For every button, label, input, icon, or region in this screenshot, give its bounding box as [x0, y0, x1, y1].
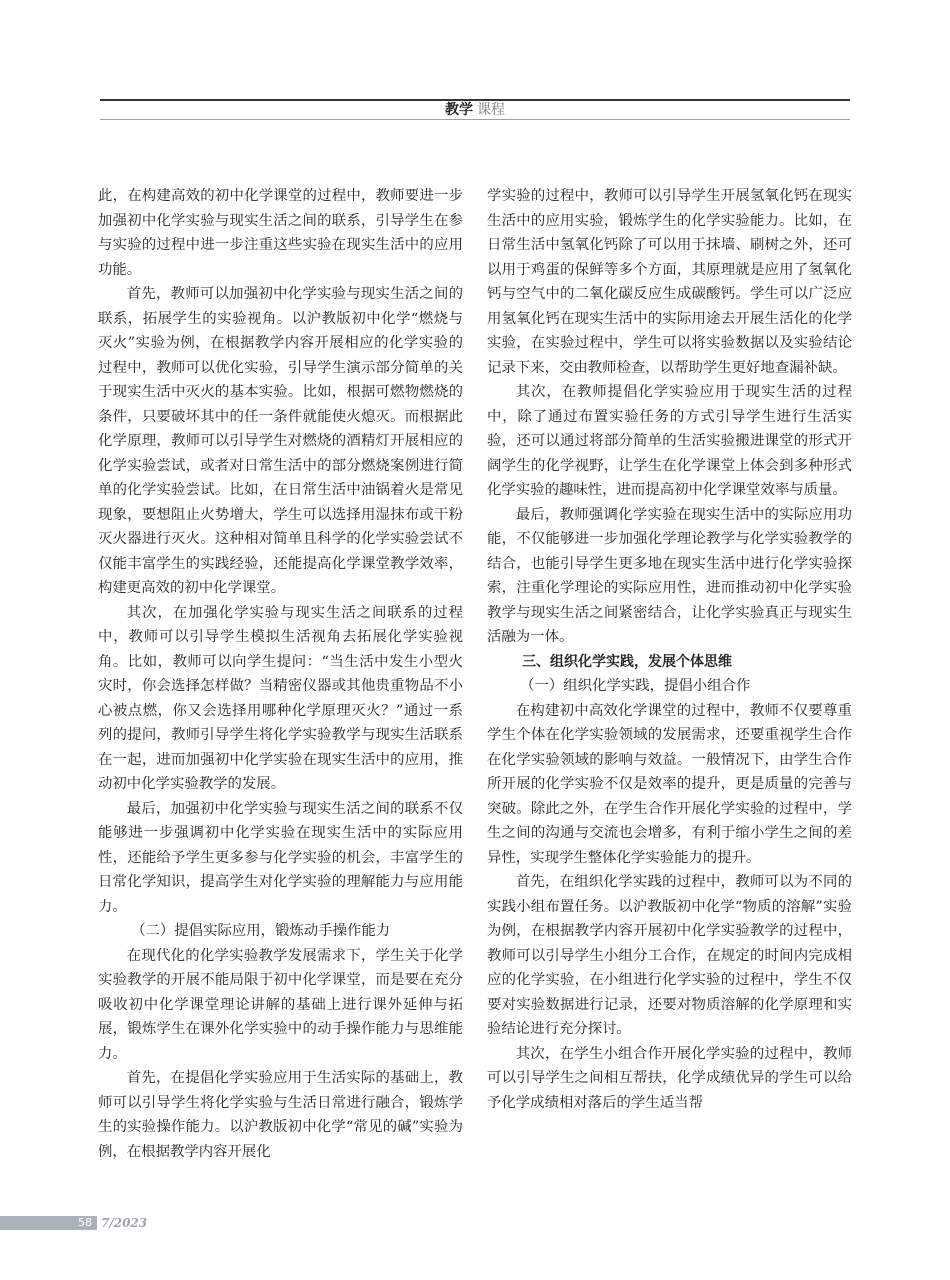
- right-column: [487, 184, 852, 1115]
- left-column: [98, 184, 463, 1164]
- paragraph: 在构建初中高效化学课堂的过程中，教师不仅要尊重学生个体在化学实验领域的发展需求，还要重视学生合作在化学实验领域的影响与效益。一般情况下，由学生合作所开展的化学实验不仅是效率的提升，更是质量的完善与突破。除此之外，在学生合作开展化学实验的过程中，学生之间的沟通与交流也会增多，有利于缩小学生之间的差异性，实现学生整体化学实验能力的提升。: [487, 702, 852, 866]
- section-heading: 三、组织化学实践，发展个体思维: [522, 653, 732, 670]
- running-header: [100, 101, 850, 119]
- paragraph: 首先，在提倡化学实验应用于生活实际的基础上，教师可以引导学生将化学实验与生活日常进行融合，锻炼学生的实验操作能力。以沪教版初中化学“常见的碱”实验为例，在根据教学内容开展化: [98, 1070, 463, 1160]
- subsection-heading: （一）组织化学实践，提倡小组合作: [520, 678, 751, 694]
- page-number: 58: [78, 1216, 92, 1229]
- header-title-main: 教学: [445, 102, 473, 118]
- paragraph: 最后，教师强调化学实验在现实生活中的实际应用功能，不仅能够进一步加强化学理论教学与化学实验教学的结合，也能引导学生更多地在现实生活中进行化学实验探索，注重化学理论的实际应用性，进而推动初中化学实验教学与现实生活之间紧密结合，让化学实验真正与现实生活融为一体。: [487, 506, 852, 645]
- paragraph: 首先，教师可以加强初中化学实验与现实生活之间的联系，拓展学生的实验视角。以沪教版初中化学“燃烧与灭火”实验为例，在根据教学内容开展相应的化学实验的过程中，教师可以优化实验，引导学生演示部分简单的关于现实生活中灭火的基本实验。比如，根据可燃物燃烧的条件，只要破坏其中的任一条件就能使火熄灭。而根据此化学原理，教师可以引导学生对燃烧的酒精灯开展相应的化学实验尝试，或者对日常生活中的部分燃烧案例进行简单的化学实验尝试。比如，在日常生活中油锅着火是常见现象，要想阻止火势增大，学生可以选择用湿抹布或干粉灭火器进行灭火。这种相对简单且科学的化学实验尝试不仅能丰富学生的实践经验，还能提高化学课堂教学效率，构建更高效的初中化学课堂。: [98, 286, 463, 596]
- paragraph: 其次，在加强化学实验与现实生活之间联系的过程中，教师可以引导学生模拟生活视角去拓展化学实验视角。比如，教师可以向学生提问：“当生活中发生小型火灾时，你会选择怎样做？当精密仪器或其他贵重物品不小心被点燃，你又会选择用哪种化学原理灭火？”通过一系列的提问，教师引导学生将化学实验教学与现实生活联系在一起，进而加强初中化学实验在现实生活中的应用，推动初中化学实验教学的发展。: [98, 604, 463, 792]
- header-title-sub: 课程: [477, 102, 505, 118]
- paragraph: 其次，在学生小组合作开展化学实验的过程中，教师可以引导学生之间相互帮扶，化学成绩优异的学生可以给予化学成绩相对落后的学生适当帮: [487, 1045, 852, 1111]
- header-rule-bottom: [100, 119, 850, 120]
- paragraph: 学实验的过程中，教师可以引导学生开展氢氧化钙在现实生活中的应用实验，锻炼学生的化学实验能力。比如，在日常生活中氢氧化钙除了可以用于抹墙、刷树之外，还可以用于鸡蛋的保鲜等多个方面，其原理就是应用了氢氧化钙与空气中的二氧化碳反应生成碳酸钙。学生可以广泛应用氢氧化钙在现实生活中的实际用途去开展生活化的化学实验，在实验过程中，学生可以将实验数据以及实验结论记录下来，交由教师检查，以帮助学生更好地查漏补缺。: [487, 188, 852, 376]
- issue-label: 7/2023: [101, 1216, 148, 1230]
- paragraph: 其次，在教师提倡化学实验应用于现实生活的过程中，除了通过布置实验任务的方式引导学生进行生活实验，还可以通过将部分简单的生活实验搬进课堂的形式开阔学生的化学视野，让学生在化学课堂上体会到多种形式化学实验的趣味性，进而提高初中化学课堂效率与质量。: [487, 384, 852, 498]
- paragraph: 首先，在组织化学实践的过程中，教师可以为不同的实践小组布置任务。以沪教版初中化学“物质的溶解”实验为例，在根据教学内容开展初中化学实验教学的过程中，教师可以引导学生小组分工合作，在规定的时间内完成相应的化学实验，在小组进行化学实验的过程中，学生不仅要对实验数据进行记录，还要对物质溶解的化学原理和实验结论进行充分探讨。: [487, 874, 852, 1037]
- paragraph: 最后，加强初中化学实验与现实生活之间的联系不仅能够进一步强调初中化学实验在现实生活中的实际应用性，还能给予学生更多参与化学实验的机会，丰富学生的日常化学知识，提高学生对化学实验的理解能力与应用能力。: [98, 800, 463, 915]
- paragraph: 在现代化的化学实验教学发展需求下，学生关于化学实验教学的开展不能局限于初中化学课堂，而是要在充分吸收初中化学课堂理论讲解的基础上进行课外延伸与拓展，锻炼学生在课外化学实验中的动手操作能力与思维能力。: [98, 947, 463, 1062]
- paragraph: 此，在构建高效的初中化学课堂的过程中，教师要进一步加强初中化学实验与现实生活之间的联系，引导学生在参与实验的过程中进一步注重这些实验在现实生活中的应用功能。: [98, 188, 463, 278]
- subsection-heading: （二）提倡实际应用，锻炼动手操作能力: [131, 923, 391, 939]
